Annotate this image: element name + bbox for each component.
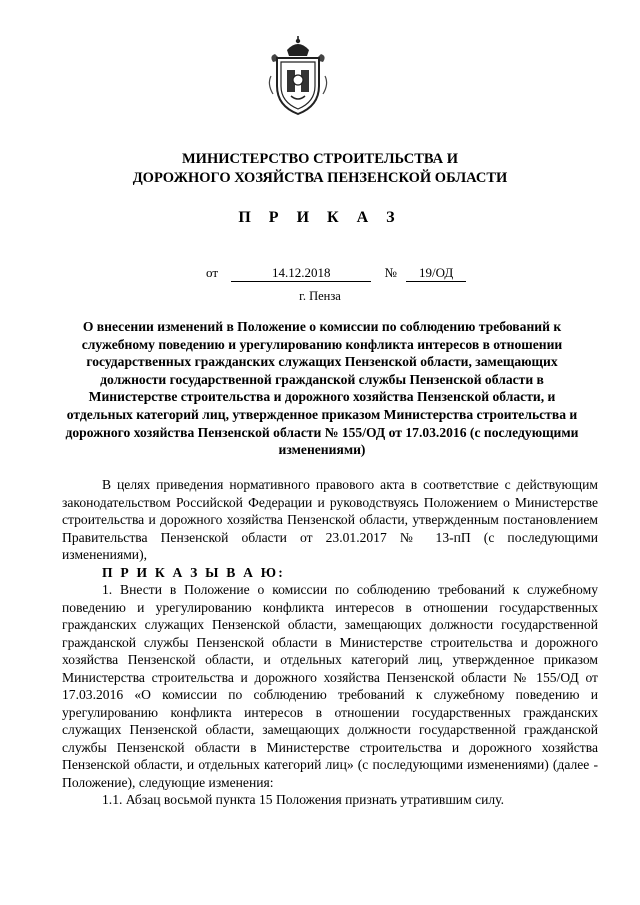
coat-of-arms-icon [265,36,331,118]
document-date: 14.12.2018 [231,264,371,282]
number-prefix: № [384,265,397,280]
ministry-line-1: МИНИСТЕРСТВО СТРОИТЕЛЬСТВА И [181,151,459,167]
document-type: П Р И К А З [238,209,402,226]
item-1-1-paragraph: 1.1. Абзац восьмой пункта 15 Положения признать утратившим силу. [102,792,504,807]
document-body [62,476,598,809]
document-number: 19/ОД [406,264,466,282]
ministry-line-2: ДОРОЖНОГО ХОЗЯЙСТВА ПЕНЗЕНСКОЙ ОБЛАСТИ [132,170,508,186]
document-title: О внесении изменений в Положение о комиссии по соблюдению требований к служебному поведению и урегулированию конфликта интересов в отношении государственных гражданских служащих Пензенской области, замещающих должности государственной гражданской службы Пензенской области в Министерстве строительства и дорожного хозяйства Пензенской области, и отдельных категорий лиц, утвержденное приказом Министерства строительства и дорожного хозяйства Пензенской области № 155/ОД от 17.03.2016 (с последующими изменениями) [65,319,579,458]
date-number-line [206,264,466,282]
ministry-name [0,150,640,188]
date-prefix: от [206,265,219,280]
order-word: П Р И К А З Ы В А Ю: [102,564,285,580]
city: г. Пенза [299,289,341,303]
item-1-paragraph: 1. Внести в Положение о комиссии по соблюдению требований к служебному поведению и урегулированию конфликта интересов в отношении государственных гражданских служащих Пензенской области, замещающих должности государственной гражданской службы Пензенской области в Министерстве строительства и дорожного хозяйства Пензенской области, и отдельных категорий лиц, утвержденное приказом Министерства строительства и дорожного хозяйства Пензенской области № 155/ОД от 17.03.2016 «О комиссии по соблюдению требований к служебному поведению и урегулированию конфликта интересов в отношении государственных гражданских служащих Пензенской области, замещающих должности государственной гражданской службы Пензенской области в Министерстве строительства и дорожного хозяйства Пензенской области, и отдельных категорий лиц» (с последующими изменениями) (далее - Положение), следующие изменения: [62,582,598,790]
preamble-paragraph: В целях приведения нормативного правового акта в соответствие с действующим законодательством Российской Федерации и руководствуясь Положением о Министерстве строительства и дорожного хозяйства Пензенской области, утвержденным постановлением Правительства Пензенской области от 23.01.2017 № 13-пП (с последующими изменениями), [62,477,598,562]
